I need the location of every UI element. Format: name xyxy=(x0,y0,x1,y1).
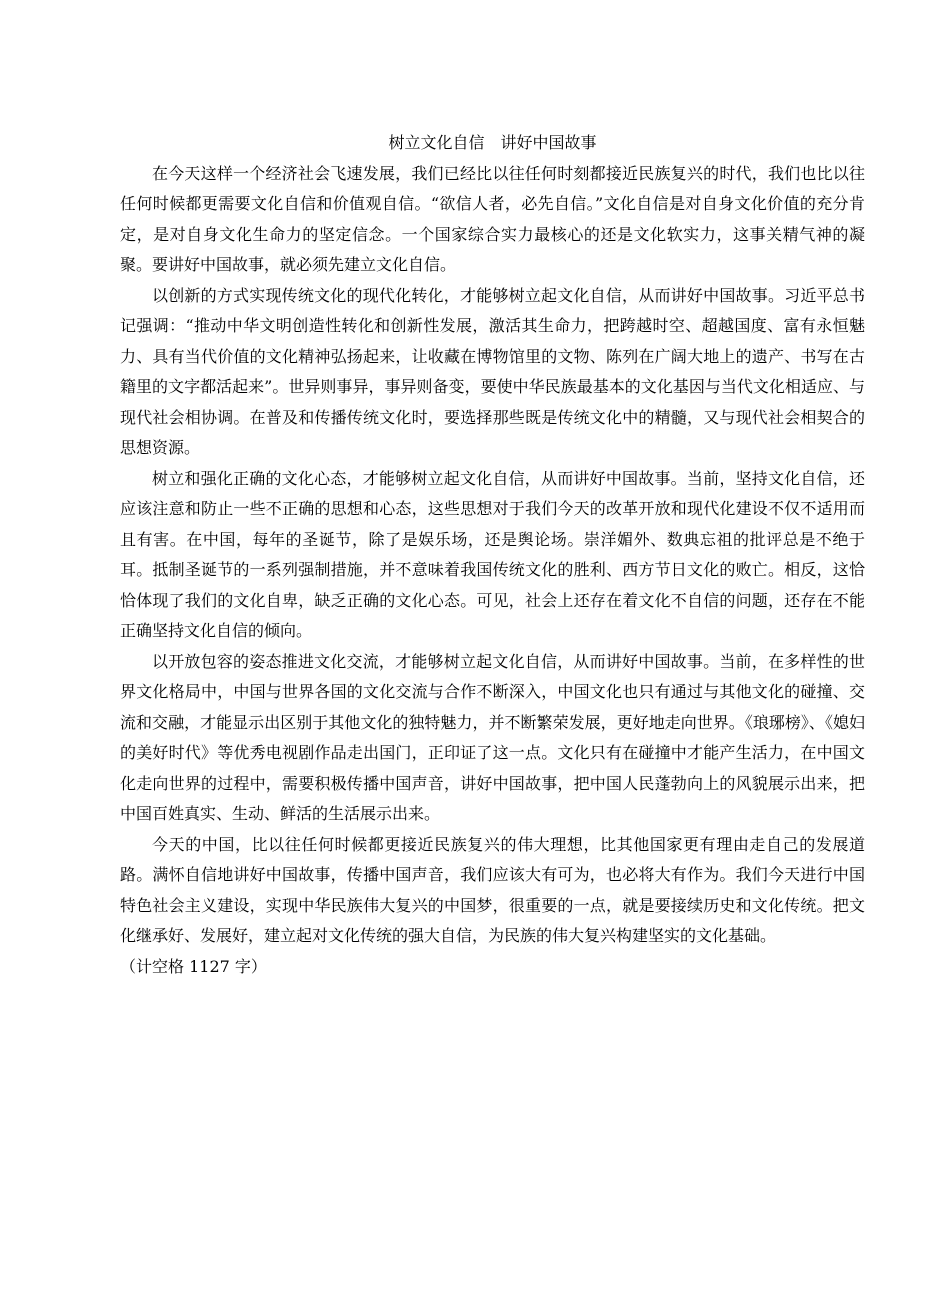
essay-body xyxy=(120,128,865,982)
paragraph-4: 以开放包容的姿态推进文化交流，才能够树立起文化自信，从而讲好中国故事。当前，在多样性的世界文化格局中，中国与世界各国的文化交流与合作不断深入，中国文化也只有通过与其他文化的碰撞、交流和交融，才能显示出区别于其他文化的独特魅力，并不断繁荣发展，更好地走向世界。《琅琊榜》、《媳妇的美好时代》等优秀电视剧作品走出国门，正印证了这一点。文化只有在碰撞中才能产生活力，在中国文化走向世界的过程中，需要积极传播中国声音，讲好中国故事，把中国人民蓬勃向上的风貌展示出来，把中国百姓真实、生动、鲜活的生活展示出来。 xyxy=(120,651,865,823)
paragraph-2: 以创新的方式实现传统文化的现代化转化，才能够树立起文化自信，从而讲好中国故事。习近平总书记强调：“推动中华文明创造性转化和创新性发展，激活其生命力，把跨越时空、超越国度、富有永恒魅力、具有当代价值的文化精神弘扬起来，让收藏在博物馆里的文物、陈列在广阔大地上的遗产、书写在古籍里的文字都活起来”。世异则事异，事异则备变，要使中华民族最基本的文化基因与当代文化相适应、与现代社会相协调。在普及和传播传统文化时，要选择那些既是传统文化中的精髓，又与现代社会相契合的思想资源。 xyxy=(120,285,865,457)
paragraph-5: 今天的中国，比以往任何时候都更接近民族复兴的伟大理想，比其他国家更有理由走自己的发展道路。满怀自信地讲好中国故事，传播中国声音，我们应该大有可为，也必将大有作为。我们今天进行中国特色社会主义建设，实现中华民族伟大复兴的中国梦，很重要的一点，就是要接续历史和文化传统。把文化继承好、发展好，建立起对文化传统的强大自信，为民族的伟大复兴构建坚实的文化基础。 xyxy=(120,834,865,945)
paragraph-3: 树立和强化正确的文化心态，才能够树立起文化自信，从而讲好中国故事。当前，坚持文化自信，还应该注意和防止一些不正确的思想和心态，这些思想对于我们今天的改革开放和现代化建设不仅不适用而且有害。在中国，每年的圣诞节，除了是娱乐场，还是舆论场。崇洋媚外、数典忘祖的批评总是不绝于耳。抵制圣诞节的一系列强制措施，并不意味着我国传统文化的胜利、西方节日文化的败亡。相反，这恰恰体现了我们的文化自卑，缺乏正确的文化心态。可见，社会上还存在着文化不自信的问题，还存在不能正确坚持文化自信的倾向。 xyxy=(120,468,865,640)
paragraph-1: 在今天这样一个经济社会飞速发展，我们已经比以往任何时刻都接近民族复兴的时代，我们也比以往任何时候都更需要文化自信和价值观自信。“欲信人者，必先自信。”文化自信是对自身文化价值的充分肯定，是对自身文化生命力的坚定信念。一个国家综合实力最核心的还是文化软实力，这事关精气神的凝聚。要讲好中国故事，就必须先建立文化自信。 xyxy=(120,163,865,274)
word-count-note: （计空格 1127 字） xyxy=(120,956,267,976)
essay-title: 树立文化自信 讲好中国故事 xyxy=(388,133,597,152)
